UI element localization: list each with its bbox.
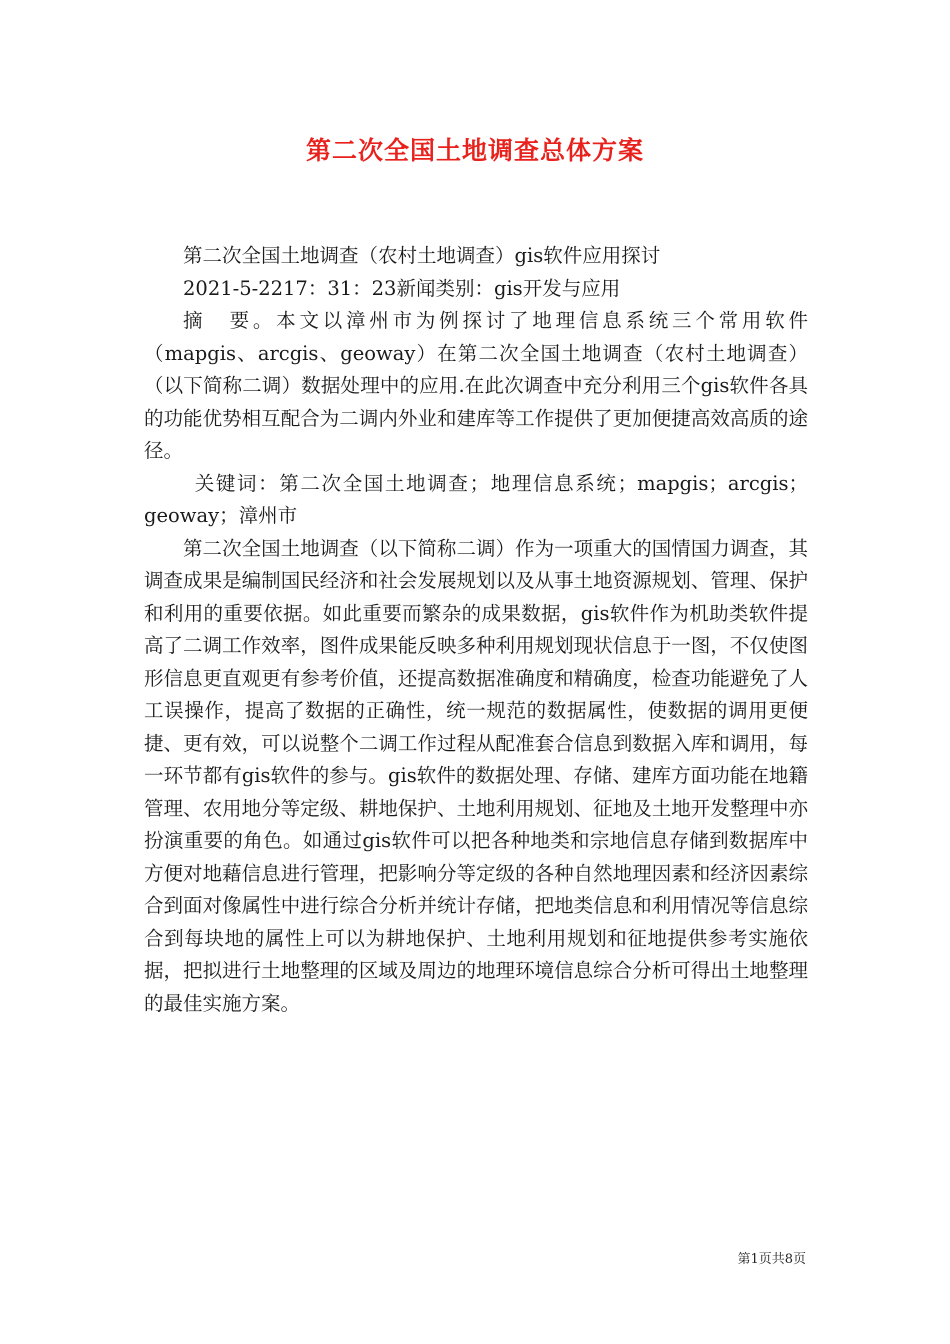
keywords-paragraph: 关键词：第二次全国土地调查；地理信息系统；mapgis；arcgis；geoway；漳州市: [144, 471, 808, 527]
date-category-paragraph: 2021-5-2217：31：23新闻类别：gis开发与应用: [183, 276, 621, 300]
abstract-paragraph: 摘 要。本文以漳州市为例探讨了地理信息系统三个常用软件（mapgis、arcgis、geoway）在第二次全国土地调查（农村土地调查）（以下简称二调）数据处理中的应用.在此次调查中充分利用三个gis软件各具的功能优势相互配合为二调内外业和建库等工作提供了更加便捷高效高质的途径。: [144, 309, 808, 462]
subtitle-paragraph: 第二次全国土地调查（农村土地调查）gis软件应用探讨: [183, 244, 661, 267]
document-title: 第二次全国土地调查总体方案: [305, 136, 644, 165]
page-number: 第1页共8页: [737, 1252, 806, 1267]
body-paragraph: 第二次全国土地调查（以下简称二调）作为一项重大的国情国力调查，其调查成果是编制国民经济和社会发展规划以及从事土地资源规划、管理、保护和利用的重要依据。如此重要而繁杂的成果数据，gis软件作为机助类软件提高了二调工作效率，图件成果能反映多种利用规划现状信息于一图，不仅使图形信息更直观更有参考价值，还提高数据准确度和精确度，检查功能避免了人工误操作，提高了数据的正确性，统一规范的数据属性，使数据的调用更便捷、更有效，可以说整个二调工作过程从配准套合信息到数据入库和调用，每一环节都有gis软件的参与。gis软件的数据处理、存储、建库方面功能在地籍管理、农用地分等定级、耕地保护、土地利用规划、征地及土地开发整理中亦扮演重要的角色。如通过gis软件可以把各种地类和宗地信息存储到数据库中方便对地藉信息进行管理，把影响分等定级的各种自然地理因素和经济因素综合到面对像属性中进行综合分析并统计存储，把地类信息和利用情况等信息综合到每块地的属性上可以为耕地保护、土地利用规划和征地提供参考实施依据，把拟进行土地整理的区域及周边的地理环境信息综合分析可得出土地整理的最佳实施方案。: [144, 536, 808, 1015]
document-body: [144, 240, 808, 1020]
